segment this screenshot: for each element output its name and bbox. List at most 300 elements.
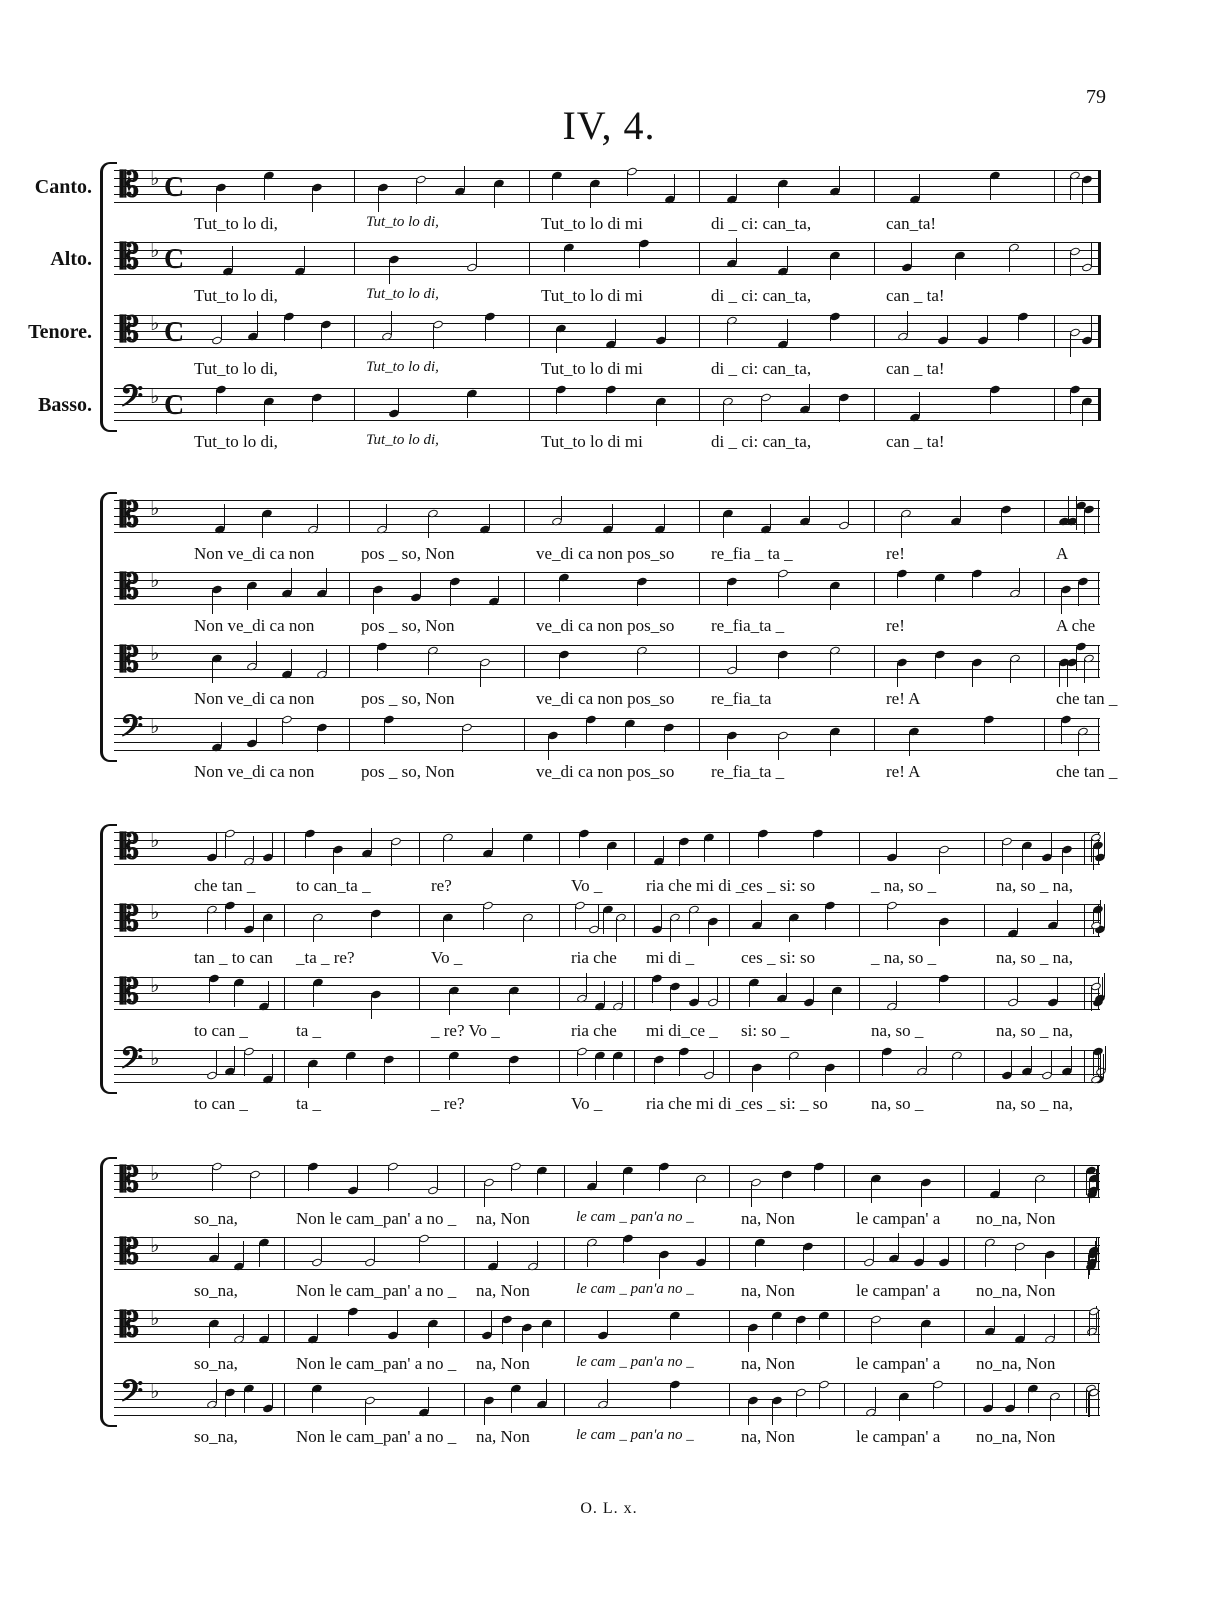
barline: [1044, 572, 1045, 605]
barline: [1044, 718, 1045, 751]
note-stem: [480, 663, 481, 687]
note-stem: [216, 832, 217, 856]
note-stem: [603, 910, 604, 934]
note-stem: [559, 655, 560, 679]
staff-line: [114, 315, 1100, 316]
note-stem: [873, 1237, 874, 1261]
note-stem: [321, 1237, 322, 1261]
barline: [729, 1383, 730, 1416]
flat-key-signature-icon: ♭: [150, 386, 160, 408]
note-stem: [449, 991, 450, 1015]
note-stem: [548, 736, 549, 760]
repeat-barline: [1098, 315, 1101, 348]
note-stem: [921, 1324, 922, 1348]
note-stem: [590, 184, 591, 208]
lyric-syllables: no_na, Non: [976, 1209, 1056, 1228]
footer-signature: O. L. x.: [580, 1500, 638, 1517]
bass-clef-icon: 𝄢: [120, 1375, 144, 1415]
note-stem: [1082, 402, 1083, 426]
staff-line: [114, 178, 1100, 179]
note-stem: [537, 1171, 538, 1195]
note-stem: [1100, 1054, 1101, 1078]
barline: [874, 242, 875, 275]
note-stem: [218, 1233, 219, 1257]
c-clef-icon: 𝄡: [120, 312, 139, 349]
lyric-syllables: can _ ta!: [886, 286, 945, 305]
note-stem: [696, 1179, 697, 1203]
note-stem: [689, 910, 690, 934]
note-stem: [308, 1167, 309, 1191]
note-stem: [985, 1243, 986, 1267]
note-stem: [939, 979, 940, 1003]
note-stem: [371, 995, 372, 1019]
barline: [1074, 1237, 1075, 1270]
lyric-syllables: pos _ so, Non: [361, 544, 455, 563]
piece-title: IV, 4.: [562, 103, 656, 148]
barline: [874, 645, 875, 678]
lyric-syllables: re_fia _ ta _: [711, 544, 793, 563]
note-stem: [670, 918, 671, 942]
barline: [1074, 1165, 1075, 1198]
note-stem: [247, 586, 248, 610]
note-stem: [443, 838, 444, 862]
barline: [729, 1165, 730, 1198]
note-stem: [462, 728, 463, 752]
note-stem: [990, 390, 991, 414]
staff-line: [114, 420, 1100, 421]
staff-line: [114, 186, 1100, 187]
staff-line: [114, 500, 1100, 501]
staff: [114, 974, 1100, 1011]
lyric-syllables: re! A: [886, 762, 921, 781]
barline: [729, 1050, 730, 1083]
lyric-syllables: na, so _: [871, 1094, 924, 1113]
flat-key-signature-icon: ♭: [150, 1308, 160, 1330]
flat-key-signature-icon: ♭: [150, 498, 160, 520]
note-stem: [552, 176, 553, 200]
lyric-syllables: pos _ so, Non: [361, 689, 455, 708]
bass-clef-icon: 𝄢: [120, 380, 144, 420]
common-time-icon: C: [164, 172, 185, 203]
note-stem: [450, 582, 451, 606]
note-stem: [809, 496, 810, 520]
lyric-syllables: Tut_to lo di mi: [541, 359, 643, 378]
note-stem: [1091, 315, 1092, 339]
note-stem: [598, 904, 599, 928]
c-clef-icon: 𝄡: [120, 1162, 139, 1199]
barline: [874, 388, 875, 421]
note-stem: [272, 832, 273, 856]
lyric-syllables: A che: [1056, 616, 1096, 635]
note-stem: [819, 1385, 820, 1409]
note-stem: [586, 720, 587, 744]
note-stem: [326, 649, 327, 673]
note-stem: [1084, 659, 1085, 683]
note-stem: [317, 728, 318, 752]
staff-line: [114, 669, 1100, 670]
barline: [1098, 718, 1099, 751]
note-stem: [1089, 1251, 1090, 1275]
barline: [284, 904, 285, 937]
barline: [419, 904, 420, 937]
note-stem: [919, 392, 920, 416]
note-stem: [262, 514, 263, 538]
flat-key-signature-icon: ♭: [150, 1235, 160, 1257]
bass-clef-icon: 𝄢: [120, 1042, 144, 1082]
note-stem: [736, 238, 737, 262]
note-stem: [1084, 510, 1085, 534]
barline: [844, 1237, 845, 1270]
staff-line: [114, 653, 1100, 654]
lyric-syllables: re!: [886, 616, 905, 635]
note-stem: [848, 500, 849, 524]
staff-line: [114, 170, 1100, 171]
lyric-syllables: Tut_to lo di,: [366, 286, 439, 302]
note-stem: [575, 906, 576, 930]
lyric-syllables: ces _ si: so: [741, 948, 816, 967]
lyric-syllables: na, Non: [476, 1281, 530, 1300]
staff-line: [114, 985, 1100, 986]
c-clef-icon: 𝄡: [120, 1307, 139, 1344]
note-stem: [483, 906, 484, 930]
lyric-syllables: na, Non: [741, 1209, 795, 1228]
note-stem: [661, 904, 662, 928]
staff-line: [114, 840, 1100, 841]
staff-line: [114, 1197, 1100, 1198]
lyric-syllables: na, Non: [741, 1427, 795, 1446]
note-stem: [1089, 1312, 1090, 1336]
barline: [1098, 500, 1099, 533]
note-stem: [606, 390, 607, 414]
note-stem: [1104, 904, 1105, 928]
note-stem: [786, 973, 787, 997]
note-stem: [770, 504, 771, 528]
note-stem: [264, 402, 265, 426]
lyric-syllables: pos _ so, Non: [361, 616, 455, 635]
note-stem: [1104, 832, 1105, 856]
barline: [354, 242, 355, 275]
note-stem: [484, 1401, 485, 1425]
barline: [634, 1050, 635, 1083]
note-stem: [939, 922, 940, 946]
note-stem: [897, 663, 898, 687]
lyric-syllables: ve_di ca non pos_so: [536, 544, 675, 563]
note-stem: [607, 1310, 608, 1334]
note-stem: [244, 1052, 245, 1076]
barline: [1084, 904, 1085, 937]
lyric-syllables: che tan _: [194, 876, 256, 895]
note-stem: [772, 1401, 773, 1425]
note-stem: [221, 722, 222, 746]
lyric-syllables: Vo _: [431, 948, 463, 967]
lyric-syllables: can_ta!: [886, 214, 937, 233]
note-stem: [755, 1243, 756, 1267]
note-stem: [577, 1052, 578, 1076]
note-stem: [428, 651, 429, 675]
common-time-icon: C: [164, 317, 185, 348]
note-stem: [901, 514, 902, 538]
note-stem: [378, 188, 379, 212]
barline: [1098, 645, 1099, 678]
staff-line: [114, 250, 1100, 251]
note-stem: [663, 836, 664, 860]
staff-line: [114, 604, 1100, 605]
barline: [729, 1237, 730, 1270]
note-stem: [789, 1056, 790, 1080]
staff-line: [114, 508, 1100, 509]
staff-line: [114, 274, 1100, 275]
note-stem: [312, 398, 313, 422]
note-stem: [960, 496, 961, 520]
note-stem: [587, 1243, 588, 1267]
note-stem: [209, 979, 210, 1003]
note-stem: [433, 325, 434, 349]
note-stem: [308, 1064, 309, 1088]
common-time-icon: C: [164, 244, 185, 275]
staff-line: [114, 1173, 1100, 1174]
note-stem: [736, 174, 737, 198]
lyric-syllables: ria che: [571, 948, 617, 967]
note-stem: [232, 246, 233, 270]
note-stem: [948, 1237, 949, 1261]
flat-key-signature-icon: ♭: [150, 1381, 160, 1403]
lyric-syllables: re! A: [886, 689, 921, 708]
barline: [699, 718, 700, 751]
lyric-syllables: Non le cam_pan' a no _: [296, 1281, 457, 1300]
barline: [844, 1165, 845, 1198]
note-stem: [216, 1050, 217, 1074]
c-clef-icon: 𝄡: [120, 569, 139, 606]
note-stem: [1051, 832, 1052, 856]
note-stem: [787, 246, 788, 270]
staff-line: [114, 331, 1100, 332]
lyric-syllables: no_na, Non: [976, 1354, 1056, 1373]
note-stem: [803, 1247, 804, 1271]
staff-line: [114, 412, 1100, 413]
barline: [559, 904, 560, 937]
barline: [464, 1383, 465, 1416]
note-stem: [1014, 1383, 1015, 1407]
barline: [859, 1050, 860, 1083]
voice-name: Tenore.: [28, 321, 92, 343]
lyric-syllables: ta _: [296, 1094, 322, 1113]
note-stem: [398, 388, 399, 412]
note-stem: [604, 981, 605, 1005]
note-stem: [348, 1312, 349, 1336]
barline: [964, 1165, 965, 1198]
lyric-syllables: le cam _ pan'a no _: [576, 1209, 694, 1225]
note-stem: [882, 1052, 883, 1076]
lyric-syllables: so_na,: [194, 1427, 238, 1446]
note-stem: [761, 398, 762, 422]
note-stem: [875, 1387, 876, 1411]
note-stem: [1054, 1314, 1055, 1338]
note-stem: [321, 325, 322, 349]
note-stem: [679, 1052, 680, 1076]
note-stem: [312, 188, 313, 212]
note-stem: [1010, 659, 1011, 683]
lyric-syllables: Tut_to lo di,: [194, 432, 278, 451]
note-stem: [717, 977, 718, 1001]
note-stem: [659, 1167, 660, 1191]
note-stem: [284, 317, 285, 341]
lyric-syllables: ria che: [571, 1021, 617, 1040]
barline: [844, 1383, 845, 1416]
barline: [559, 832, 560, 865]
note-stem: [511, 1167, 512, 1191]
note-stem: [511, 1389, 512, 1413]
note-stem: [652, 979, 653, 1003]
note-stem: [789, 918, 790, 942]
barline: [354, 315, 355, 348]
voice-name: Canto.: [34, 176, 92, 198]
note-stem: [209, 1324, 210, 1348]
note-stem: [926, 1046, 927, 1070]
note-stem: [992, 1383, 993, 1407]
note-stem: [1031, 1046, 1032, 1070]
note-stem: [1062, 850, 1063, 874]
note-stem: [1103, 1054, 1104, 1078]
flat-key-signature-icon: ♭: [150, 570, 160, 592]
note-stem: [787, 319, 788, 343]
note-stem: [523, 918, 524, 942]
barline: [874, 315, 875, 348]
note-stem: [935, 578, 936, 602]
staff: [114, 829, 1100, 866]
staff: [114, 1307, 1100, 1344]
common-time-icon: C: [164, 390, 185, 421]
flat-key-signature-icon: ♭: [150, 975, 160, 997]
flat-key-signature-icon: ♭: [150, 902, 160, 924]
note-stem: [207, 910, 208, 934]
note-stem: [556, 329, 557, 353]
flat-key-signature-icon: ♭: [150, 1048, 160, 1070]
note-stem: [224, 504, 225, 528]
note-stem: [391, 311, 392, 335]
barline: [729, 1310, 730, 1343]
staff-line: [114, 266, 1100, 267]
note-stem: [1070, 252, 1071, 276]
lyric-syllables: re?: [431, 876, 452, 895]
c-clef-icon: 𝄡: [120, 239, 139, 276]
staff-line: [114, 726, 1100, 727]
note-stem: [509, 1060, 510, 1084]
repeat-barline: [1098, 388, 1101, 421]
barline: [634, 977, 635, 1010]
note-stem: [1002, 842, 1003, 866]
barline: [284, 1165, 285, 1198]
note-stem: [313, 983, 314, 1007]
note-stem: [607, 1379, 608, 1403]
lyric-syllables: so_na,: [194, 1209, 238, 1228]
staff-line: [114, 734, 1100, 735]
note-stem: [467, 394, 468, 418]
note-stem: [1093, 1052, 1094, 1076]
note-stem: [615, 319, 616, 343]
note-stem: [830, 651, 831, 675]
barline: [464, 1310, 465, 1343]
note-stem: [899, 1397, 900, 1421]
barline: [984, 1050, 985, 1083]
staff: [114, 167, 1100, 204]
note-stem: [825, 1068, 826, 1092]
note-stem: [758, 834, 759, 858]
lyric-syllables: di _ ci: can_ta,: [711, 359, 812, 378]
note-stem: [437, 1165, 438, 1189]
lyric-syllables: re_fia_ta _: [711, 616, 785, 635]
note-stem: [243, 1241, 244, 1265]
note-stem: [225, 1393, 226, 1417]
note-stem: [449, 1056, 450, 1080]
note-stem: [523, 838, 524, 862]
note-stem: [497, 1241, 498, 1265]
note-stem: [377, 647, 378, 671]
lyric-syllables: ve_di ca non pos_so: [536, 689, 675, 708]
note-stem: [388, 1167, 389, 1191]
note-stem: [384, 720, 385, 744]
barline: [354, 170, 355, 203]
barline: [419, 1050, 420, 1083]
barline: [1044, 645, 1045, 678]
note-stem: [312, 1389, 313, 1413]
staff-line: [114, 323, 1100, 324]
barline: [729, 904, 730, 937]
barline: [1084, 1050, 1085, 1083]
flat-key-signature-icon: ♭: [150, 1163, 160, 1185]
note-stem: [1105, 1046, 1106, 1070]
barline: [564, 1237, 565, 1270]
note-stem: [1068, 496, 1069, 520]
note-stem: [272, 1383, 273, 1407]
note-stem: [522, 1328, 523, 1352]
barline: [984, 904, 985, 937]
barline: [419, 977, 420, 1010]
staff: [114, 1234, 1100, 1271]
barline: [464, 1165, 465, 1198]
note-stem: [727, 321, 728, 345]
lyric-syllables: Non le cam_pan' a no _: [296, 1354, 457, 1373]
note-stem: [1076, 647, 1077, 671]
barline: [699, 170, 700, 203]
lyric-syllables: le campan' a: [856, 1281, 941, 1300]
barline: [859, 904, 860, 937]
note-stem: [256, 718, 257, 742]
note-stem: [1028, 1389, 1029, 1413]
c-clef-icon: 𝄡: [120, 901, 139, 938]
note-stem: [443, 918, 444, 942]
note-stem: [830, 586, 831, 610]
lyric-syllables: di _ ci: can_ta,: [711, 286, 812, 305]
note-stem: [212, 659, 213, 683]
note-stem: [1078, 732, 1079, 756]
barline: [564, 1310, 565, 1343]
note-stem: [542, 1324, 543, 1348]
barline: [1074, 1383, 1075, 1416]
lyric-syllables: to can _: [194, 1021, 248, 1040]
barline: [634, 904, 635, 937]
lyric-syllables: Tut_to lo di,: [366, 359, 439, 375]
barline: [524, 645, 525, 678]
note-stem: [990, 176, 991, 200]
note-stem: [546, 1379, 547, 1403]
note-stem: [713, 1050, 714, 1074]
note-stem: [778, 655, 779, 679]
flat-key-signature-icon: ♭: [150, 716, 160, 738]
note-stem: [809, 384, 810, 408]
note-stem: [994, 1306, 995, 1330]
lyric-syllables: ces _ si: so: [741, 876, 816, 895]
barline: [524, 500, 525, 533]
